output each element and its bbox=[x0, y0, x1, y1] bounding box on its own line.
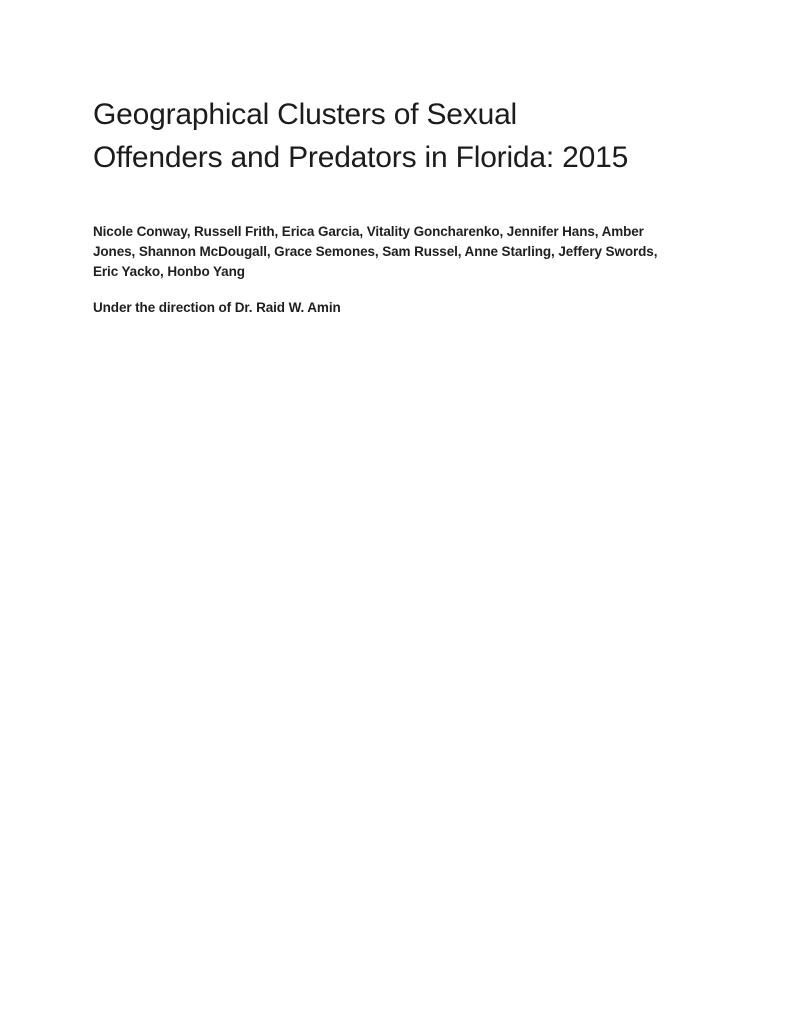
author-list bbox=[93, 222, 657, 282]
title-line-2: Offenders and Predators in Florida: 2015 bbox=[93, 141, 629, 174]
author-list-line-1: Nicole Conway, Russell Frith, Erica Garcia, Vitality Goncharenko, Jennifer Hans, Amber bbox=[93, 224, 644, 239]
author-list-line-3: Eric Yacko, Honbo Yang bbox=[93, 264, 245, 279]
advisor-line: Under the direction of Dr. Raid W. Amin bbox=[93, 300, 341, 315]
title-line-1: Geographical Clusters of Sexual bbox=[93, 98, 518, 131]
author-list-line-2: Jones, Shannon McDougall, Grace Semones, Sam Russel, Anne Starling, Jeffery Swords, bbox=[93, 244, 658, 259]
page-title bbox=[93, 93, 628, 179]
